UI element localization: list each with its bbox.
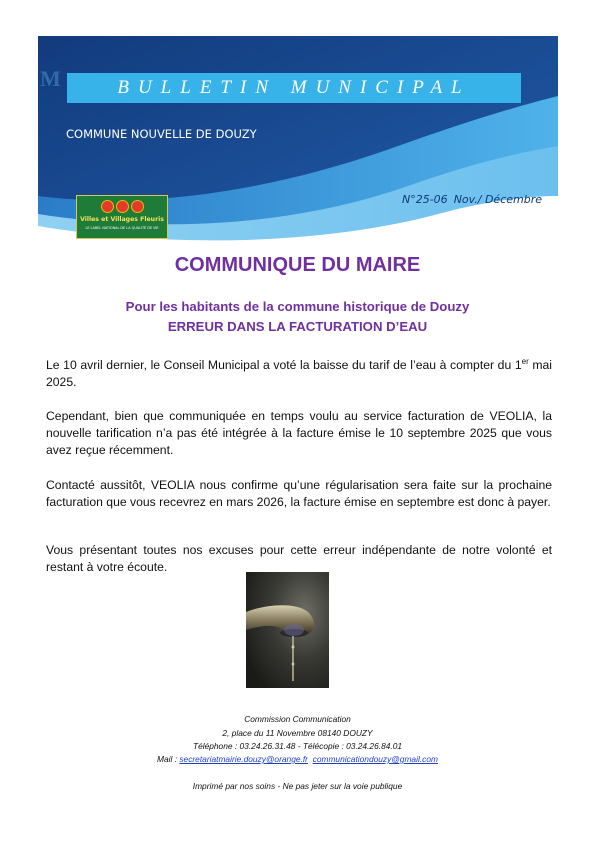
subtitle-topic: ERREUR DANS LA FACTURATION D’EAU: [167, 319, 428, 334]
page-title: COMMUNIQUE DU MAIRE: [174, 254, 421, 276]
footer-mail: [0, 754, 595, 764]
villes-villages-fleuris-logo: [76, 195, 168, 239]
paragraph-4: Vous présentant toutes nos excuses pour cette erreur indépendante de notre volonté et restant à votre écoute.: [46, 543, 552, 574]
banner-logo-letter: M: [40, 66, 61, 91]
issue-info: [402, 193, 548, 206]
bulletin-title-box: [67, 73, 521, 103]
badge-title: Villes et Villages Fleuris: [80, 216, 164, 223]
issue-period: Nov./ Décembre: [453, 193, 542, 206]
paragraph-3: Contacté aussitôt, VEOLIA nous confirme qu’une régularisation sera faite sur la prochaine facturation que vous recevrez en mars 2026, la facture émise en septembre est donc à payer.: [46, 478, 552, 509]
issue-number: N°25-06: [401, 193, 448, 206]
footer-commission: Commission Communication: [244, 714, 351, 724]
mail-link-communication[interactable]: communicationdouzy@gmail.com: [312, 754, 438, 764]
mail-label: Mail :: [157, 754, 180, 764]
badge-subtitle: LE LABEL NATIONAL DE LA QUALITÉ DE VIE: [85, 226, 159, 230]
mail-link-secretariat[interactable]: secretariatmairie.douzy@orange.fr: [179, 754, 308, 764]
paragraph-2: Cependant, bien que communiquée en temps voulu au service facturation de VEOLIA, la nouvelle tarification n’a pas été intégrée à la facture émise le 10 septembre 2025 que vous avez reçue récemment.: [46, 409, 552, 457]
water-tap-photo: [246, 572, 329, 688]
subtitle-audience: Pour les habitants de la commune historique de Douzy: [125, 299, 470, 314]
footer-address: 2, place du 11 Novembre 08140 DOUZY: [222, 728, 373, 738]
footer-print-note: Imprimé par nos soins - Ne pas jeter sur la voie publique: [192, 781, 403, 791]
paragraph-1: Le 10 avril dernier, le Conseil Municipal a voté la baisse du tarif de l’eau à compter du 1er mai 2025.: [46, 356, 553, 389]
commune-name: COMMUNE NOUVELLE DE DOUZY: [66, 127, 257, 141]
footer-phone: Téléphone : 03.24.26.31.48 - Télécopie : 03.24.26.84.01: [192, 741, 403, 751]
bulletin-title: BULLETIN MUNICIPAL: [117, 77, 471, 98]
